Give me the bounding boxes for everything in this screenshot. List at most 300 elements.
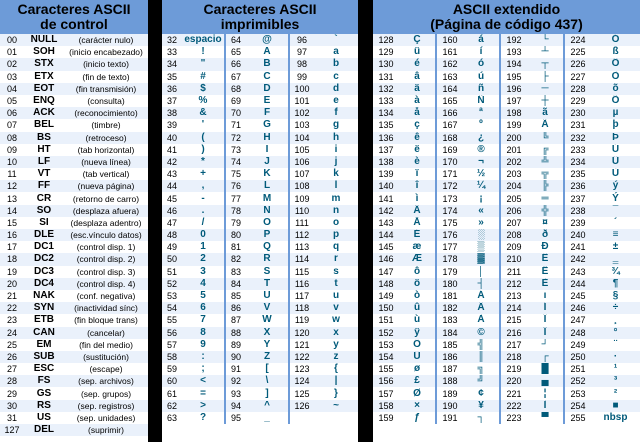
char-glyph: Í bbox=[527, 302, 563, 314]
control-description: (suprimir) bbox=[64, 424, 148, 436]
control-description: (fin de texto) bbox=[64, 71, 148, 83]
char-code: 226 bbox=[565, 58, 591, 70]
control-abbreviation: SYN bbox=[24, 302, 64, 314]
char-glyph: ç bbox=[399, 119, 435, 131]
char-glyph: É bbox=[399, 229, 435, 241]
char-code: 103 bbox=[290, 119, 314, 131]
char-code: 108 bbox=[290, 180, 314, 192]
char-glyph: Ñ bbox=[463, 95, 499, 107]
char-code: 109 bbox=[290, 192, 314, 204]
char-glyph: - bbox=[182, 192, 224, 204]
char-code: 237 bbox=[565, 192, 591, 204]
control-code: 11 bbox=[0, 168, 24, 180]
char-code: 50 bbox=[162, 253, 182, 265]
char-code: 94 bbox=[226, 400, 246, 412]
char-glyph: # bbox=[182, 71, 224, 83]
control-code: 26 bbox=[0, 351, 24, 363]
char-code: 183 bbox=[437, 314, 463, 326]
control-code: 03 bbox=[0, 71, 24, 83]
char-glyph: O bbox=[246, 217, 288, 229]
char-glyph: ô bbox=[399, 266, 435, 278]
char-glyph: Â bbox=[463, 302, 499, 314]
table-row bbox=[162, 363, 358, 375]
char-code: 242 bbox=[565, 253, 591, 265]
char-code: 71 bbox=[226, 119, 246, 131]
table-row bbox=[162, 217, 358, 229]
char-glyph: £ bbox=[399, 375, 435, 387]
char-code: 84 bbox=[226, 278, 246, 290]
char-glyph: § bbox=[591, 290, 640, 302]
char-glyph: m bbox=[314, 192, 358, 204]
table-row bbox=[162, 132, 358, 144]
char-glyph: ╝ bbox=[463, 375, 499, 387]
char-glyph: ó bbox=[463, 58, 499, 70]
char-glyph: f bbox=[314, 107, 358, 119]
char-glyph: Õ bbox=[591, 95, 640, 107]
char-glyph: ¯ bbox=[591, 205, 640, 217]
char-glyph: ¹ bbox=[591, 363, 640, 375]
char-code: 158 bbox=[373, 400, 399, 412]
char-glyph: ┴ bbox=[527, 46, 563, 58]
table-row bbox=[0, 34, 148, 46]
char-code: 63 bbox=[162, 412, 182, 424]
char-glyph: ¼ bbox=[463, 180, 499, 192]
char-code: 201 bbox=[501, 144, 527, 156]
char-glyph: : bbox=[182, 351, 224, 363]
control-code: 25 bbox=[0, 339, 24, 351]
char-code: 234 bbox=[565, 156, 591, 168]
table-row bbox=[162, 241, 358, 253]
char-glyph: × bbox=[399, 400, 435, 412]
table-row bbox=[373, 58, 640, 70]
char-glyph: ä bbox=[399, 83, 435, 95]
char-glyph: Ó bbox=[591, 34, 640, 46]
char-glyph: a bbox=[314, 46, 358, 58]
char-code: 123 bbox=[290, 363, 314, 375]
control-abbreviation: ACK bbox=[24, 107, 64, 119]
table-row bbox=[373, 302, 640, 314]
char-glyph: t bbox=[314, 278, 358, 290]
char-glyph: ƒ bbox=[399, 412, 435, 424]
control-code: 04 bbox=[0, 83, 24, 95]
char-code: 39 bbox=[162, 119, 182, 131]
char-glyph: ▀ bbox=[527, 412, 563, 424]
char-glyph: º bbox=[463, 119, 499, 131]
control-abbreviation: SOH bbox=[24, 46, 64, 58]
control-code: 23 bbox=[0, 314, 24, 326]
char-glyph: 6 bbox=[182, 302, 224, 314]
table-row bbox=[162, 71, 358, 83]
char-glyph: Ö bbox=[399, 339, 435, 351]
char-code: 130 bbox=[373, 58, 399, 70]
char-code: 122 bbox=[290, 351, 314, 363]
char-glyph: | bbox=[314, 375, 358, 387]
char-code: 191 bbox=[437, 412, 463, 424]
char-code: 168 bbox=[437, 132, 463, 144]
char-glyph: + bbox=[182, 168, 224, 180]
char-glyph: ╦ bbox=[527, 168, 563, 180]
table-row bbox=[373, 107, 640, 119]
char-glyph: █ bbox=[527, 363, 563, 375]
char-glyph: ¾ bbox=[591, 266, 640, 278]
char-glyph: I bbox=[246, 144, 288, 156]
table-row bbox=[373, 217, 640, 229]
table-row bbox=[162, 229, 358, 241]
char-code: 212 bbox=[501, 278, 527, 290]
char-glyph: ü bbox=[399, 46, 435, 58]
char-glyph: ╗ bbox=[463, 363, 499, 375]
char-code: 42 bbox=[162, 156, 182, 168]
char-glyph: ▓ bbox=[463, 253, 499, 265]
char-glyph: S bbox=[246, 266, 288, 278]
control-code: 02 bbox=[0, 58, 24, 70]
char-code: 136 bbox=[373, 132, 399, 144]
char-code: 49 bbox=[162, 241, 182, 253]
char-glyph: ¦ bbox=[527, 387, 563, 399]
control-description: (sep. registros) bbox=[64, 400, 148, 412]
char-code: 180 bbox=[437, 278, 463, 290]
control-description: (sep. archivos) bbox=[64, 375, 148, 387]
char-glyph: ▒ bbox=[463, 241, 499, 253]
char-code: 52 bbox=[162, 278, 182, 290]
control-code: 24 bbox=[0, 327, 24, 339]
control-abbreviation: ETB bbox=[24, 314, 64, 326]
char-glyph: y bbox=[314, 339, 358, 351]
char-code: 114 bbox=[290, 253, 314, 265]
char-glyph: â bbox=[399, 71, 435, 83]
control-description: (conf. negativa) bbox=[64, 290, 148, 302]
char-code: 72 bbox=[226, 132, 246, 144]
char-code: 190 bbox=[437, 400, 463, 412]
control-code: 06 bbox=[0, 107, 24, 119]
char-code: 38 bbox=[162, 107, 182, 119]
char-code: 211 bbox=[501, 266, 527, 278]
table-row bbox=[373, 34, 640, 46]
char-glyph: î bbox=[399, 180, 435, 192]
char-glyph: G bbox=[246, 119, 288, 131]
char-glyph: p bbox=[314, 229, 358, 241]
printable-title-line1: Caracteres ASCII bbox=[203, 1, 317, 17]
char-code: 75 bbox=[226, 168, 246, 180]
char-code: 115 bbox=[290, 266, 314, 278]
table-row bbox=[373, 253, 640, 265]
char-code: 124 bbox=[290, 375, 314, 387]
char-code: 102 bbox=[290, 107, 314, 119]
control-code: 17 bbox=[0, 241, 24, 253]
table-row bbox=[162, 95, 358, 107]
char-glyph: / bbox=[182, 217, 224, 229]
char-code: 221 bbox=[501, 387, 527, 399]
char-code: 77 bbox=[226, 192, 246, 204]
table-row bbox=[162, 192, 358, 204]
char-code: 241 bbox=[565, 241, 591, 253]
table-row bbox=[0, 278, 148, 290]
char-glyph: Y bbox=[246, 339, 288, 351]
control-description: (fin transmisión) bbox=[64, 83, 148, 95]
char-glyph: ¥ bbox=[463, 400, 499, 412]
table-row bbox=[373, 46, 640, 58]
char-glyph: x bbox=[314, 327, 358, 339]
char-glyph: ® bbox=[463, 144, 499, 156]
char-glyph: ┼ bbox=[527, 95, 563, 107]
char-glyph: ┤ bbox=[463, 278, 499, 290]
char-glyph: © bbox=[463, 327, 499, 339]
char-glyph: n bbox=[314, 205, 358, 217]
char-code: 224 bbox=[565, 34, 591, 46]
char-code: 207 bbox=[501, 217, 527, 229]
char-code: 152 bbox=[373, 327, 399, 339]
char-code: 196 bbox=[501, 83, 527, 95]
char-code: 36 bbox=[162, 83, 182, 95]
table-row bbox=[373, 119, 640, 131]
control-abbreviation: LF bbox=[24, 156, 64, 168]
char-glyph: ■ bbox=[591, 400, 640, 412]
char-glyph: _ bbox=[246, 412, 288, 424]
char-code: 56 bbox=[162, 327, 182, 339]
char-glyph: æ bbox=[399, 241, 435, 253]
char-code: 92 bbox=[226, 375, 246, 387]
control-abbreviation: STX bbox=[24, 58, 64, 70]
char-glyph: K bbox=[246, 168, 288, 180]
char-glyph: \ bbox=[246, 375, 288, 387]
char-code: 131 bbox=[373, 71, 399, 83]
table-row bbox=[0, 327, 148, 339]
char-code: 151 bbox=[373, 314, 399, 326]
printable-chars-title bbox=[162, 0, 358, 34]
char-code: 202 bbox=[501, 156, 527, 168]
char-glyph: ├ bbox=[527, 71, 563, 83]
char-code: 153 bbox=[373, 339, 399, 351]
control-title-line2: de control bbox=[40, 16, 108, 32]
char-glyph: { bbox=[314, 363, 358, 375]
char-glyph: h bbox=[314, 132, 358, 144]
control-chars-table bbox=[0, 34, 148, 436]
char-code: 181 bbox=[437, 290, 463, 302]
char-glyph: z bbox=[314, 351, 358, 363]
char-code: 110 bbox=[290, 205, 314, 217]
char-code: 95 bbox=[226, 412, 246, 424]
control-code: 13 bbox=[0, 192, 24, 204]
control-abbreviation: US bbox=[24, 412, 64, 424]
char-glyph: ═ bbox=[527, 192, 563, 204]
char-glyph: 5 bbox=[182, 290, 224, 302]
char-glyph: e bbox=[314, 95, 358, 107]
char-glyph: ª bbox=[463, 107, 499, 119]
char-code: 53 bbox=[162, 290, 182, 302]
char-glyph: Ô bbox=[591, 58, 640, 70]
control-code: 18 bbox=[0, 253, 24, 265]
char-glyph: ` bbox=[314, 34, 358, 46]
control-abbreviation: ENQ bbox=[24, 95, 64, 107]
extended-ascii-panel bbox=[373, 0, 640, 442]
char-glyph: ┌ bbox=[527, 351, 563, 363]
char-code: 193 bbox=[501, 46, 527, 58]
char-glyph: Á bbox=[463, 290, 499, 302]
control-description: (control disp. 1) bbox=[64, 241, 148, 253]
char-code: 222 bbox=[501, 400, 527, 412]
char-glyph: W bbox=[246, 314, 288, 326]
char-glyph: Q bbox=[246, 241, 288, 253]
char-code: 150 bbox=[373, 302, 399, 314]
char-glyph: 0 bbox=[182, 229, 224, 241]
char-glyph: J bbox=[246, 156, 288, 168]
char-glyph: b bbox=[314, 58, 358, 70]
char-code: 32 bbox=[162, 34, 182, 46]
char-glyph bbox=[314, 412, 358, 424]
char-code: 41 bbox=[162, 144, 182, 156]
char-glyph: l bbox=[314, 180, 358, 192]
char-glyph: Þ bbox=[591, 132, 640, 144]
char-code: 175 bbox=[437, 217, 463, 229]
control-code: 31 bbox=[0, 412, 24, 424]
char-glyph: ° bbox=[591, 327, 640, 339]
char-code: 133 bbox=[373, 95, 399, 107]
printable-title-line2: imprimibles bbox=[220, 16, 300, 32]
char-glyph: H bbox=[246, 132, 288, 144]
char-glyph: X bbox=[246, 327, 288, 339]
char-glyph: q bbox=[314, 241, 358, 253]
char-code: 238 bbox=[565, 205, 591, 217]
char-code: 147 bbox=[373, 266, 399, 278]
char-code: 76 bbox=[226, 180, 246, 192]
control-abbreviation: SI bbox=[24, 217, 64, 229]
char-glyph: w bbox=[314, 314, 358, 326]
char-glyph: ³ bbox=[591, 375, 640, 387]
char-glyph: ² bbox=[591, 387, 640, 399]
table-row bbox=[0, 71, 148, 83]
control-description: (carácter nulo) bbox=[64, 34, 148, 46]
char-glyph: ı bbox=[527, 290, 563, 302]
char-glyph: > bbox=[182, 400, 224, 412]
char-code: 45 bbox=[162, 192, 182, 204]
char-code: 113 bbox=[290, 241, 314, 253]
table-row bbox=[0, 58, 148, 70]
char-code: 189 bbox=[437, 387, 463, 399]
control-description: (desplaza adentro) bbox=[64, 217, 148, 229]
char-code: 179 bbox=[437, 266, 463, 278]
char-code: 246 bbox=[565, 302, 591, 314]
table-row bbox=[373, 95, 640, 107]
char-code: 162 bbox=[437, 58, 463, 70]
char-glyph: └ bbox=[527, 34, 563, 46]
control-abbreviation: ESC bbox=[24, 363, 64, 375]
table-row bbox=[162, 83, 358, 95]
char-code: 142 bbox=[373, 205, 399, 217]
char-code: 34 bbox=[162, 58, 182, 70]
char-glyph: È bbox=[527, 278, 563, 290]
char-glyph: 1 bbox=[182, 241, 224, 253]
char-glyph: F bbox=[246, 107, 288, 119]
table-row bbox=[162, 387, 358, 399]
control-description: (timbre) bbox=[64, 119, 148, 131]
char-code: 253 bbox=[565, 387, 591, 399]
table-row bbox=[0, 46, 148, 58]
char-glyph: µ bbox=[591, 107, 640, 119]
char-glyph: B bbox=[246, 58, 288, 70]
char-glyph: j bbox=[314, 156, 358, 168]
char-glyph: Î bbox=[527, 314, 563, 326]
char-glyph: T bbox=[246, 278, 288, 290]
char-glyph: ´ bbox=[591, 217, 640, 229]
table-row bbox=[162, 290, 358, 302]
char-code: 61 bbox=[162, 387, 182, 399]
control-description: (inicio texto) bbox=[64, 58, 148, 70]
control-code: 27 bbox=[0, 363, 24, 375]
extended-title-line2: (Página de código 437) bbox=[430, 16, 583, 32]
table-row bbox=[162, 339, 358, 351]
control-code: 127 bbox=[0, 424, 24, 436]
char-glyph: u bbox=[314, 290, 358, 302]
char-code: 104 bbox=[290, 132, 314, 144]
table-row bbox=[0, 290, 148, 302]
char-code: 111 bbox=[290, 217, 314, 229]
table-row bbox=[0, 95, 148, 107]
char-code: 187 bbox=[437, 363, 463, 375]
char-glyph: ÿ bbox=[399, 327, 435, 339]
table-row bbox=[162, 375, 358, 387]
control-abbreviation: FF bbox=[24, 180, 64, 192]
char-code: 54 bbox=[162, 302, 182, 314]
char-code: 116 bbox=[290, 278, 314, 290]
control-abbreviation: GS bbox=[24, 387, 64, 399]
control-code: 00 bbox=[0, 34, 24, 46]
char-code: 165 bbox=[437, 95, 463, 107]
char-glyph: ù bbox=[399, 314, 435, 326]
char-code: 81 bbox=[226, 241, 246, 253]
char-glyph: ┬ bbox=[527, 58, 563, 70]
control-code: 20 bbox=[0, 278, 24, 290]
char-code: 35 bbox=[162, 71, 182, 83]
char-glyph: ≡ bbox=[591, 229, 640, 241]
char-glyph: E bbox=[246, 95, 288, 107]
char-glyph: ½ bbox=[463, 168, 499, 180]
char-code: 210 bbox=[501, 253, 527, 265]
char-glyph: ] bbox=[246, 387, 288, 399]
control-chars-title bbox=[0, 0, 148, 34]
table-row bbox=[0, 180, 148, 192]
char-glyph: ¡ bbox=[463, 192, 499, 204]
char-code: 154 bbox=[373, 351, 399, 363]
char-glyph: þ bbox=[591, 119, 640, 131]
char-code: 46 bbox=[162, 205, 182, 217]
char-code: 143 bbox=[373, 217, 399, 229]
char-code: 254 bbox=[565, 400, 591, 412]
char-code: 161 bbox=[437, 46, 463, 58]
char-glyph: ö bbox=[399, 278, 435, 290]
char-code: 171 bbox=[437, 168, 463, 180]
char-glyph: Ý bbox=[591, 192, 640, 204]
char-glyph: R bbox=[246, 253, 288, 265]
table-row bbox=[162, 351, 358, 363]
char-code: 87 bbox=[226, 314, 246, 326]
control-code: 05 bbox=[0, 95, 24, 107]
char-glyph: Ò bbox=[591, 71, 640, 83]
char-code: 118 bbox=[290, 302, 314, 314]
char-code: 67 bbox=[226, 71, 246, 83]
table-row bbox=[0, 144, 148, 156]
char-code: 135 bbox=[373, 119, 399, 131]
char-glyph: ¬ bbox=[463, 156, 499, 168]
char-code: 141 bbox=[373, 192, 399, 204]
char-code: 199 bbox=[501, 119, 527, 131]
char-glyph: á bbox=[463, 34, 499, 46]
control-description: (inactividad sínc) bbox=[64, 302, 148, 314]
char-code: 245 bbox=[565, 290, 591, 302]
char-code: 184 bbox=[437, 327, 463, 339]
char-glyph: Ç bbox=[399, 34, 435, 46]
char-code: 214 bbox=[501, 302, 527, 314]
char-glyph: D bbox=[246, 83, 288, 95]
